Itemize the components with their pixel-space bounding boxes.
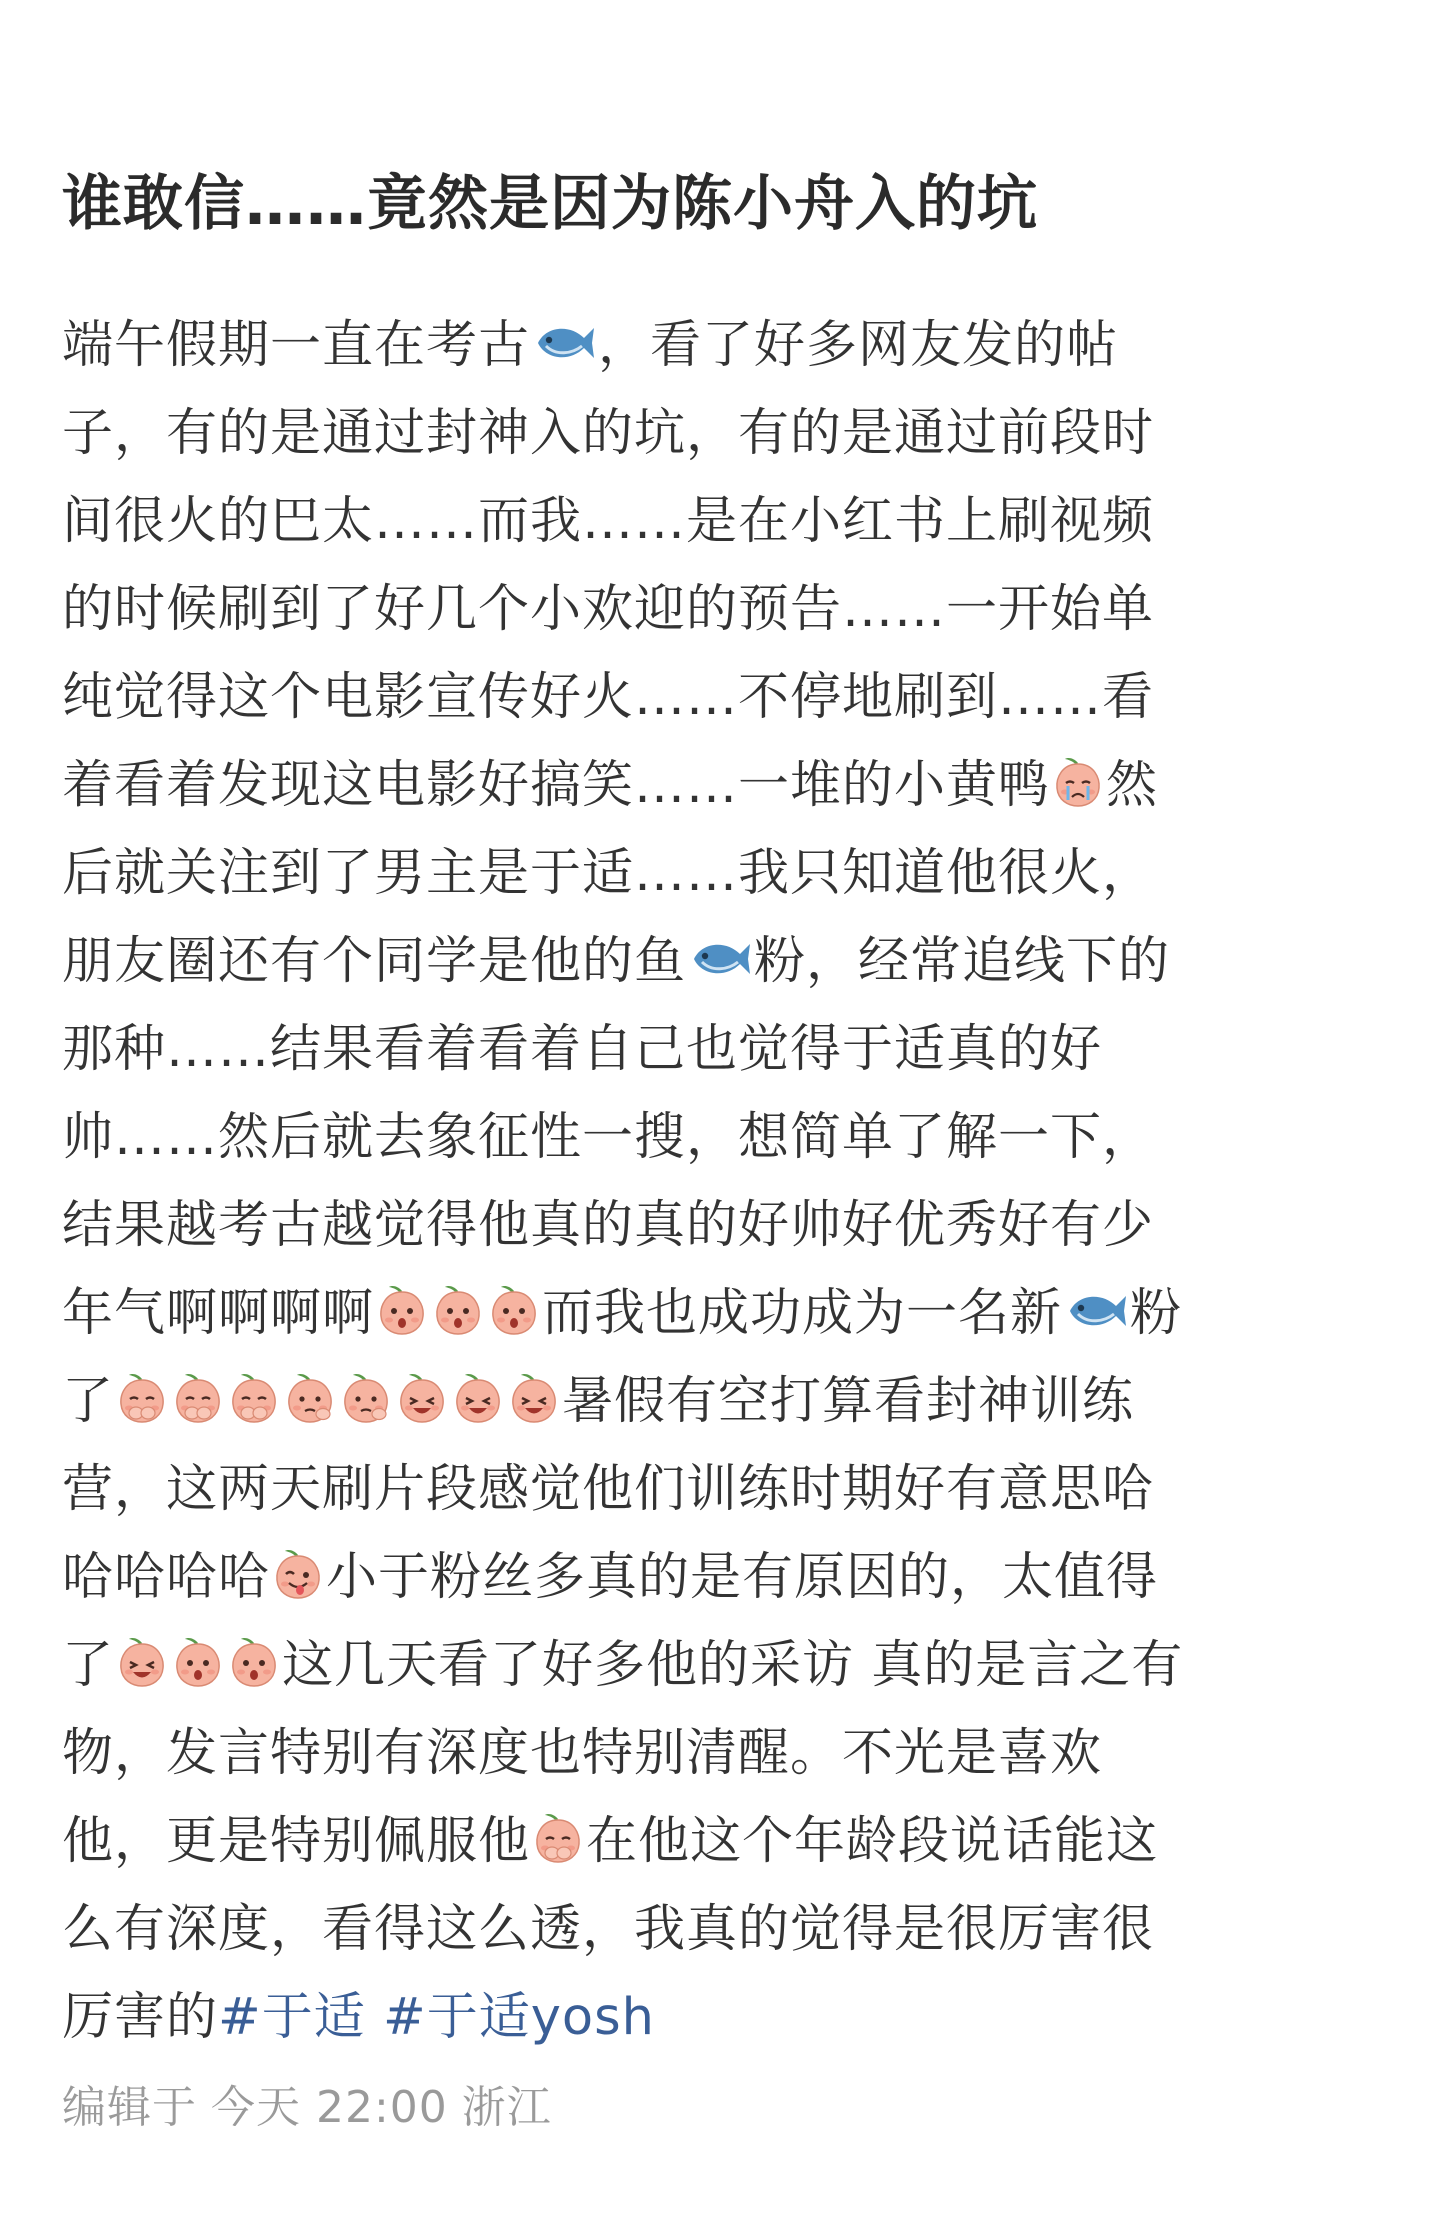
peach-crying-emoji-icon	[1052, 754, 1104, 808]
peach-laughing-emoji-icon	[396, 1370, 448, 1424]
post-body-line	[62, 1446, 1392, 1534]
post-text: 端午假期一直在考古	[62, 316, 531, 375]
peach-shocked-emoji-icon	[432, 1282, 484, 1336]
post-body-line	[62, 1358, 1392, 1446]
post-text: 而我也成功成为一名新	[542, 1284, 1063, 1343]
post-text: 物，发言特别有深度也特别清醒。不光是喜欢	[62, 1724, 1103, 1783]
post-body-line	[62, 1886, 1392, 1974]
post-meta	[62, 2078, 552, 2138]
post-body-line	[62, 566, 1392, 654]
post-text: 子，有的是通过封神入的坑，有的是通过前段时	[62, 404, 1155, 463]
post-text: 纯觉得这个电影宣传好火……不停地刷到……看	[62, 668, 1155, 727]
post-text: 厉害的	[62, 1988, 219, 2047]
post-title: 谁敢信……竟然是因为陈小舟入的坑	[62, 169, 1038, 239]
post-body-line	[62, 1534, 1392, 1622]
post-text: 年气啊啊啊啊	[62, 1284, 375, 1343]
post-text: 朋友圈还有个同学是他的鱼	[62, 932, 687, 991]
fish-emoji-icon	[1064, 1286, 1128, 1336]
post-body-line	[62, 1094, 1392, 1182]
post-text: 粉	[1130, 1284, 1183, 1343]
post-body-line	[62, 830, 1392, 918]
post-text: 在他这个年龄段说话能这	[586, 1812, 1159, 1871]
post-body-line	[62, 1270, 1392, 1358]
post-text: 营，这两天刷片段感觉他们训练时期好有意思哈	[62, 1460, 1155, 1519]
post-body-line	[62, 390, 1392, 478]
edited-label: 编辑于	[62, 2082, 197, 2133]
post-text: 结果越考古越觉得他真的真的好帅好优秀好有少	[62, 1196, 1155, 1255]
post-body-line	[62, 918, 1392, 1006]
post-text: 的时候刷到了好几个小欢迎的预告……一开始单	[62, 580, 1155, 639]
post-body-line	[62, 742, 1392, 830]
hashtag-link[interactable]: #于适yosh	[382, 1988, 655, 2047]
post-text: 暑假有空打算看封神训练	[562, 1372, 1135, 1431]
peach-shocked-emoji-icon	[488, 1282, 540, 1336]
post-body	[62, 302, 1392, 2062]
post-body-line	[62, 1182, 1392, 1270]
post-body-line	[62, 1710, 1392, 1798]
post-body-line	[62, 654, 1392, 742]
post-text: 了	[62, 1636, 115, 1695]
fish-emoji-icon	[688, 934, 752, 984]
post-body-line	[62, 1622, 1392, 1710]
peach-shocked-emoji-icon	[228, 1634, 280, 1688]
hashtag-link[interactable]: #于适	[218, 1988, 383, 2047]
post-location: 浙江	[461, 2082, 552, 2133]
peach-laughing-emoji-icon	[116, 1634, 168, 1688]
post-body-line	[62, 302, 1392, 390]
post-body-line	[62, 1798, 1392, 1886]
post-body-line	[62, 1974, 1392, 2062]
peach-shocked-emoji-icon	[376, 1282, 428, 1336]
post-body-line	[62, 1006, 1392, 1094]
peach-covering-mouth-emoji-icon	[172, 1370, 224, 1424]
post-text: 哈哈哈哈	[62, 1548, 271, 1607]
post-text: 那种……结果看着看着自己也觉得于适真的好	[62, 1020, 1103, 1079]
peach-covering-mouth-emoji-icon	[228, 1370, 280, 1424]
peach-covering-mouth-emoji-icon	[532, 1810, 584, 1864]
post-text: 间很火的巴太……而我……是在小红书上刷视频	[62, 492, 1155, 551]
post-text: 他，更是特别佩服他	[62, 1812, 531, 1871]
peach-shocked-emoji-icon	[172, 1634, 224, 1688]
peach-thinking-emoji-icon	[284, 1370, 336, 1424]
peach-covering-mouth-emoji-icon	[116, 1370, 168, 1424]
peach-tongue-emoji-icon	[272, 1546, 324, 1600]
edited-time: 今天 22:00	[211, 2082, 448, 2133]
post-text: 然	[1106, 756, 1159, 815]
post-text: 粉，经常追线下的	[754, 932, 1171, 991]
post-text: 帅……然后就去象征性一搜，想简单了解一下，	[62, 1108, 1155, 1167]
post-text: 着看着发现这电影好搞笑……一堆的小黄鸭	[62, 756, 1051, 815]
peach-laughing-emoji-icon	[508, 1370, 560, 1424]
post-text: 么有深度，看得这么透，我真的觉得是很厉害很	[62, 1900, 1155, 1959]
peach-thinking-emoji-icon	[340, 1370, 392, 1424]
post-text: 后就关注到了男主是于适……我只知道他很火，	[62, 844, 1155, 903]
post-body-line	[62, 478, 1392, 566]
peach-laughing-emoji-icon	[452, 1370, 504, 1424]
post-text: 了	[62, 1372, 115, 1431]
post-text: ，看了好多网友发的帖	[598, 316, 1119, 375]
post-content	[62, 0, 1392, 2062]
post-text: 这几天看了好多他的采访 真的是言之有	[282, 1636, 1184, 1695]
fish-emoji-icon	[532, 318, 596, 368]
post-text: 小于粉丝多真的是有原因的，太值得	[326, 1548, 1159, 1607]
